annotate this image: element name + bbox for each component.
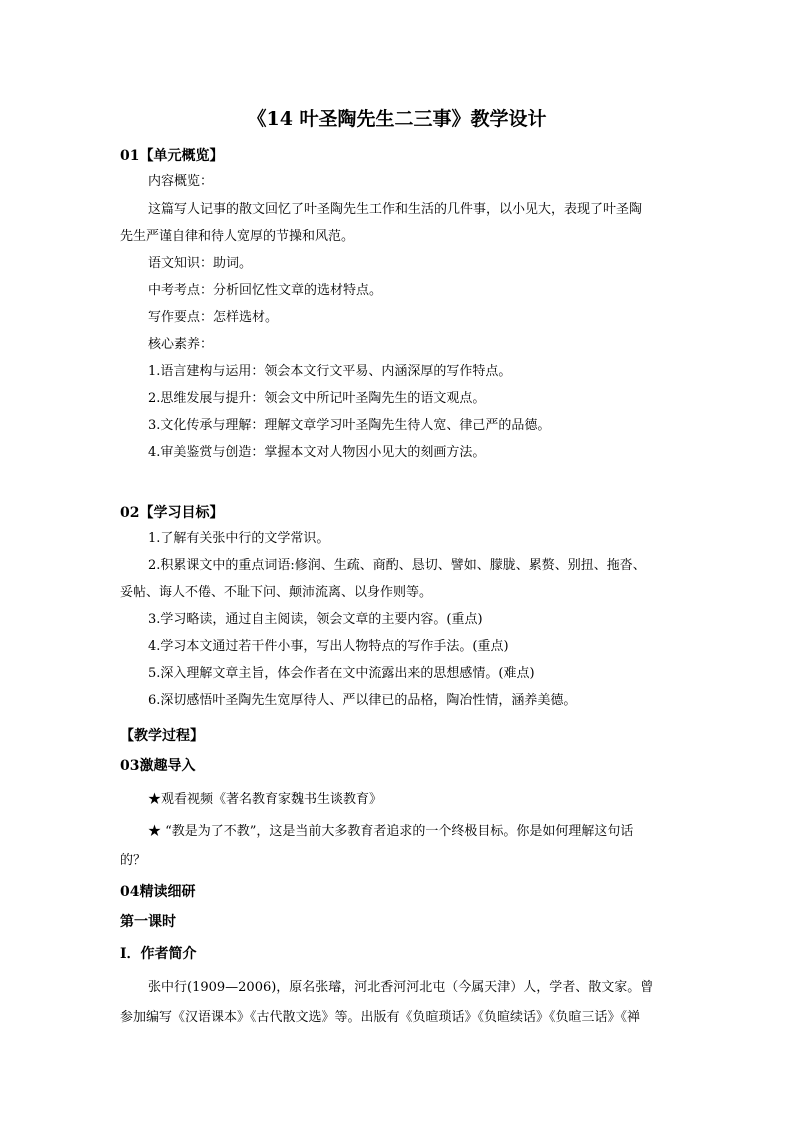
literacy-item: 1.语言建构与运用：领会本文行文平易、内涵深厚的写作特点。 (148, 364, 512, 379)
intro-star-2-line1: ★ “教是为了不教”，这是当前大多教育者追求的一个终极目标。你是如何理解这句话 (148, 824, 634, 839)
literacy-item: 2.思维发展与提升：领会文中所记叶圣陶先生的语文观点。 (148, 391, 486, 406)
writing-point: 写作要点：怎样选材。 (148, 310, 279, 325)
section-03-heading: 03激趣导入 (120, 758, 196, 774)
intro-star-2-line2: 的？ (120, 853, 147, 868)
author-intro-heading: Ⅰ．作者简介 (120, 946, 197, 962)
section-04-heading: 04精读细研 (120, 884, 196, 900)
goal-item-2-line2: 妥帖、诲人不倦、不耻下问、颠沛流离、以身作则等。 (120, 585, 433, 600)
teaching-process-heading: 【教学过程】 (120, 728, 204, 744)
content-overview-text-line2: 先生严谨自律和待人宽厚的节操和风范。 (120, 229, 355, 244)
goal-item-1: 1.了解有关张中行的文学常识。 (148, 531, 330, 546)
goal-item-2-line1: 2.积累课文中的重点词语:修润、生疏、商酌、恳切、譬如、朦胧、累赘、别扭、拖沓、 (148, 558, 646, 573)
core-literacy-label: 核心素养： (148, 337, 214, 352)
section-02-heading: 02【学习目标】 (120, 505, 224, 521)
lesson-heading: 第一课时 (120, 914, 176, 930)
exam-point: 中考考点：分析回忆性文章的选材特点。 (148, 283, 383, 298)
literacy-item: 4.审美鉴赏与创造：掌握本文对人物因小见大的刻画方法。 (148, 445, 486, 460)
author-intro-line2: 参加编写《汉语课本》《古代散文选》等。出版有《负暄琐话》《负暄续话》《负暄三话》《禅 (120, 1010, 641, 1025)
goal-item-6: 6.深切感悟叶圣陶先生宽厚待人、严以律已的品格，陶冶性情，涵养美德。 (148, 693, 577, 708)
intro-star-1: ★观看视频《著名教育家魏书生谈教育》 (148, 792, 383, 807)
section-01-heading: 01【单元概览】 (120, 148, 224, 164)
literacy-item: 3.文化传承与理解：理解文章学习叶圣陶先生待人宽、律己严的品德。 (148, 418, 551, 433)
goal-item-4: 4.学习本文通过若干件小事，写出人物特点的写作手法。(重点) (148, 639, 509, 654)
goal-item-3: 3.学习略读，通过自主阅读，领会文章的主要内容。(重点) (148, 612, 483, 627)
content-overview-label: 内容概览： (148, 174, 214, 189)
content-overview-text-line1: 这篇写人记事的散文回忆了叶圣陶先生工作和生活的几件事，以小见大，表现了叶圣陶 (148, 202, 643, 217)
page-title: 《14 叶圣陶先生二三事》教学设计 (247, 108, 547, 130)
goal-item-5: 5.深入理解文章主旨，体会作者在文中流露出来的思想感情。(难点) (148, 666, 535, 681)
language-knowledge: 语文知识：助词。 (148, 256, 253, 271)
author-intro-line1: 张中行(1909—2006)，原名张璿，河北香河河北屯（今属天津）人，学者、散文家。曾 (148, 980, 654, 995)
